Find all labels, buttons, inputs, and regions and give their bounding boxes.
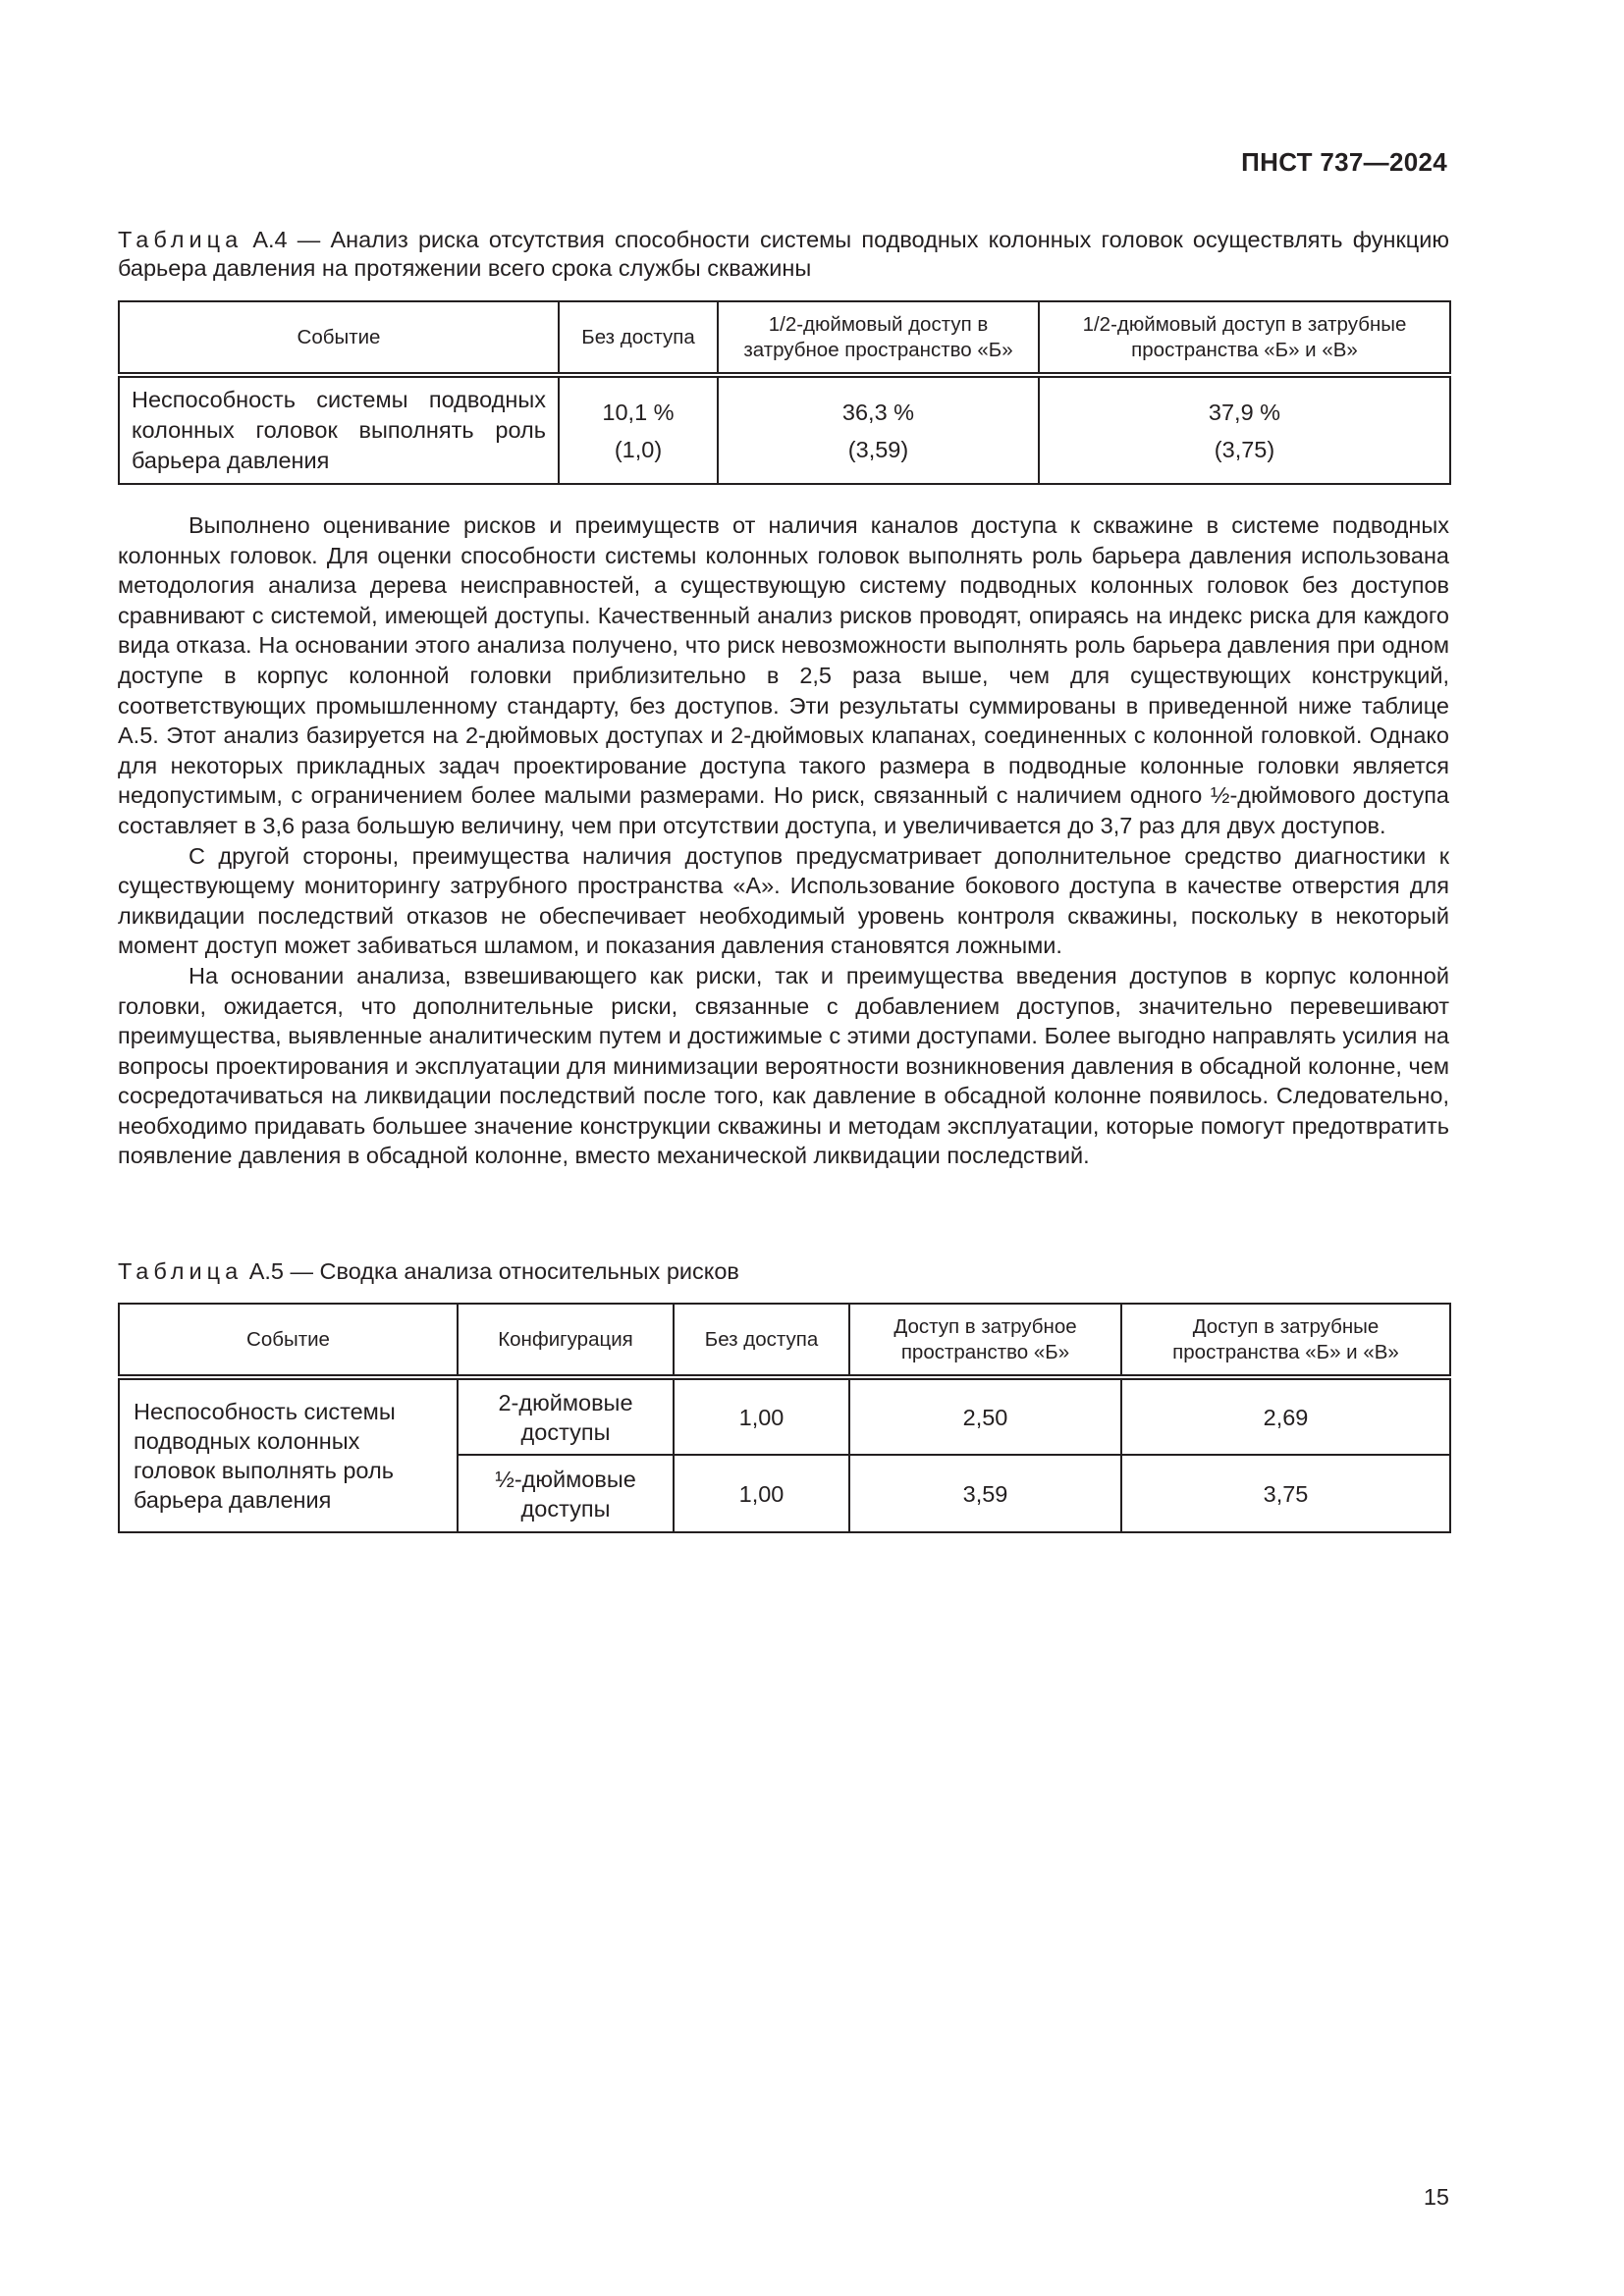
- paragraph-2: С другой стороны, преимущества наличия доступов предусматривает дополнительное средство диагностики к существующему мониторингу затрубного пространства «А». Использование бокового доступа в качестве отверстия для ликвидации последствий отказов не обеспечивает необходимый уровень контроля скважины, поскольку в некоторый момент доступ может забиваться шламом, и показания давления становятся ложными.: [118, 842, 1449, 959]
- table-row: [119, 1377, 1450, 1455]
- table-a5-config-cell: ½-дюймовые доступы: [458, 1455, 674, 1532]
- table-a5-no-access-cell: 1,00: [674, 1455, 849, 1532]
- risk-index: (3,59): [847, 436, 909, 462]
- table-a5-no-access-cell: 1,00: [674, 1377, 849, 1455]
- table-a5-header-row: [119, 1304, 1450, 1377]
- table-a4-access-b-cell: [718, 375, 1039, 484]
- table-a5-event-cell: Неспособность системы подводных колонных головок выполнять роль барьера давления: [119, 1377, 458, 1532]
- document-code: ПНСТ 737—2024: [1241, 147, 1447, 177]
- table-a5-header-no-access: Без доступа: [674, 1304, 849, 1377]
- table-a4-header-no-access: Без доступа: [559, 301, 718, 375]
- risk-index: (3,75): [1214, 436, 1275, 462]
- table-a5-header-access-b: Доступ в затрубное пространство «Б»: [849, 1304, 1121, 1377]
- table-a4-no-access-cell: [559, 375, 718, 484]
- risk-percent: 37,9 %: [1208, 399, 1281, 425]
- table-a5-header-config: Конфигурация: [458, 1304, 674, 1377]
- risk-percent: 36,3 %: [841, 399, 915, 425]
- paragraph-3: На основании анализа, взвешивающего как риски, так и преимущества введения доступов в корпус колонной головки, ожидается, что дополнительные риски, связанные с добавлением доступов, значительно перевешивают преимущества, выявленные аналитическим путем и достижимые с этими доступами. Более выгодно направлять усилия на вопросы проектирования и эксплуатации для минимизации вероятности возникновения давления в обсадной колонне, чем сосредотачиваться на ликвидации последствий после того, как давление в обсадной колонне появилось. Следовательно, необходимо придавать большее значение конструкции скважины и методам эксплуатации, которые помогут предотвратить появление давления в обсадной колонне, вместо механической ликвидации последствий.: [118, 962, 1449, 1169]
- body-text: [118, 510, 1449, 1171]
- table-a5-caption-text: A.5 — Сводка анализа относительных рисков: [248, 1258, 739, 1284]
- table-a4-header-access-bv: 1/2-дюймовый доступ в затрубные пространства «Б» и «В»: [1039, 301, 1450, 375]
- table-a4-event-cell: Неспособность системы подводных колонных головок выполнять роль барьера давления: [119, 375, 559, 484]
- risk-percent: 10,1 %: [602, 399, 675, 425]
- table-a5-access-bv-cell: 2,69: [1121, 1377, 1450, 1455]
- table-a5-access-b-cell: 3,59: [849, 1455, 1121, 1532]
- table-a4-caption: [118, 226, 1449, 283]
- table-a4-header-event: Событие: [119, 301, 559, 375]
- table-a5-caption: [118, 1257, 1449, 1286]
- table-a4-header-access-b: 1/2-дюймовый доступ в затрубное пространство «Б»: [718, 301, 1039, 375]
- table-a5-access-bv-cell: 3,75: [1121, 1455, 1450, 1532]
- page-number: 15: [1423, 2184, 1449, 2210]
- table-a5-header-event: Событие: [119, 1304, 458, 1377]
- table-a5-access-b-cell: 2,50: [849, 1377, 1121, 1455]
- table-a4: [118, 300, 1451, 485]
- table-a4-access-bv-cell: [1039, 375, 1450, 484]
- risk-index: (1,0): [614, 436, 663, 462]
- table-a5: [118, 1303, 1451, 1533]
- table-a5-caption-word: Таблица: [118, 1258, 244, 1284]
- table-a5-config-cell: 2-дюймовые доступы: [458, 1377, 674, 1455]
- table-a4-header-row: [119, 301, 1450, 375]
- table-row: [119, 375, 1450, 484]
- table-a4-caption-word: Таблица: [118, 227, 244, 252]
- paragraph-1: Выполнено оценивание рисков и преимуществ от наличия каналов доступа к скважине в системе подводных колонных головок. Для оценки способности системы колонных головок выполнять роль барьера давления использована методология анализа дерева неисправностей, а существующую систему подводных колонных головок без доступов сравнивают с системой, имеющей доступы. Качественный анализ рисков проводят, опираясь на индекс риска для каждого вида отказа. На основании этого анализа получено, что риск невозможности выполнять роль барьера давления при одном доступе в корпус колонной головки приблизительно в 2,5 раза выше, чем для существующих конструкций, соответствующих промышленному стандарту, без доступов. Эти результаты суммированы в приведенной ниже таблице A.5. Этот анализ базируется на 2-дюймовых доступах и 2-дюймовых клапанах, соединенных с колонной головкой. Однако для некоторых прикладных задач проектирование доступа такого размера в подводные колонные головки является недопустимым, с ограничением более малыми размерами. Но риск, связанный с наличием одного ½-дюймового доступа составляет в 3,6 раза большую величину, чем при отсутствии доступа, и увеличивается до 3,7 раз для двух доступов.: [118, 512, 1449, 838]
- table-a5-header-access-bv: Доступ в затрубные пространства «Б» и «В»: [1121, 1304, 1450, 1377]
- table-a4-caption-text: A.4 — Анализ риска отсутствия способности системы подводных колонных головок осуществлять функцию барьера давления на протяжении всего срока службы скважины: [118, 227, 1449, 281]
